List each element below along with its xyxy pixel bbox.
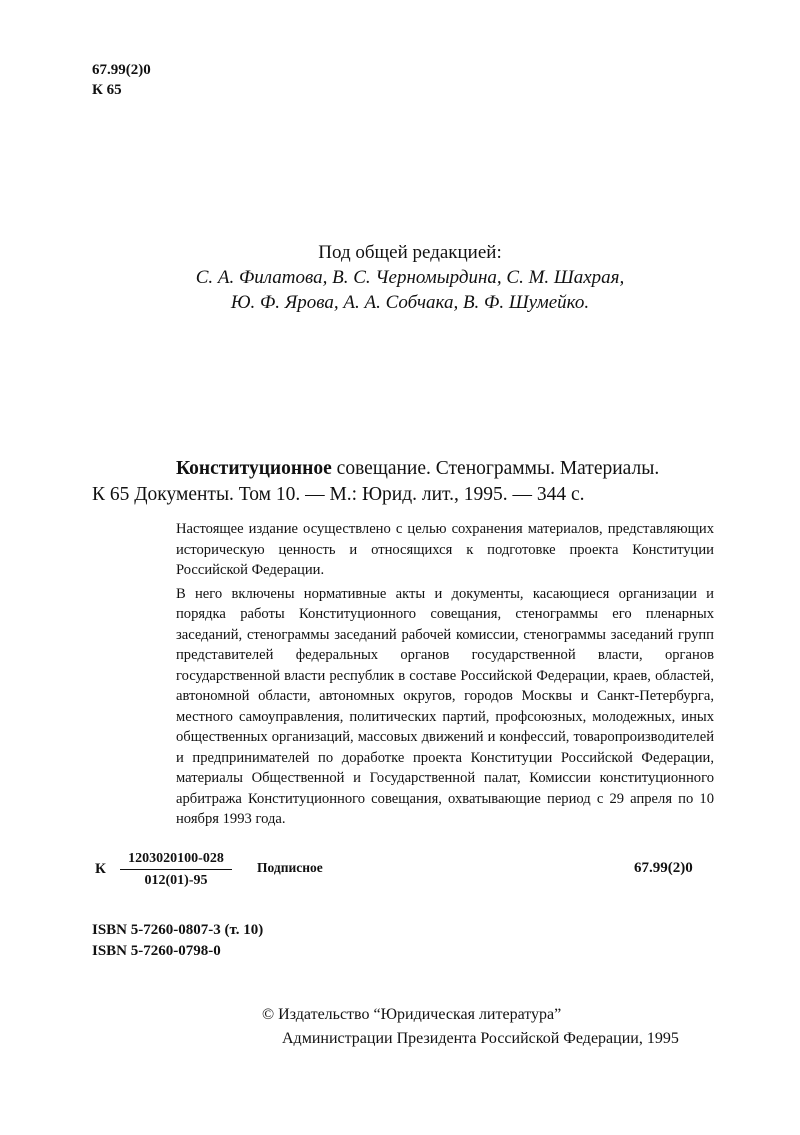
copyright-line-1: © Издательство “Юридическая литература”	[262, 1006, 562, 1023]
imprint-fraction	[120, 850, 232, 890]
copyright-block	[262, 1003, 679, 1051]
imprint-k-letter: К	[95, 861, 106, 877]
editors-line: Ю. Ф. Ярова, А. А. Собчака, В. Ф. Шумейко.	[230, 292, 590, 313]
imprint-numerator: 1203020100-028	[120, 850, 232, 870]
annotation	[176, 519, 714, 830]
imprint-classification-code: 67.99(2)0	[634, 860, 693, 876]
classification-block	[92, 60, 151, 100]
bibliographic-line-1	[92, 456, 732, 482]
bibliographic-line-1-rest: совещание. Стенограммы. Материалы.	[331, 458, 660, 479]
bibliographic-description	[92, 456, 732, 508]
isbn-line: ISBN 5-7260-0798-0	[92, 943, 221, 959]
annotation-paragraph: В него включены нормативные акты и документы, касающиеся организации и порядка работы Конституционного совещания, стенограммы его пленарных заседаний, стенограммы заседаний рабочей комиссии, стенограммы заседаний групп представителей федеральных органов государственной власти, органов государственной власти республик в составе Российской Федерации, краев, областей, автономной области, автономных округов, городов Москвы и Санкт-Петербурга, местного самоуправления, политических партий, профсоюзных, молодежных, иных общественных организаций, массовых движений и конфессий, товаропроизводителей и предпринимателей по доработке проекта Конституции Российской Федерации, материалы Общественной и Государственной палат, Комиссии конституционного арбитража Конституционного совещания, охватывающие период с 29 апреля по 10 ноября 1993 года.	[176, 585, 714, 827]
editors-block	[130, 240, 690, 315]
annotation-paragraph: Настоящее издание осуществлено с целью сохранения материалов, представляющих историческую ценность и относящихся к подготовке проекта Конституции Российской Федерации.	[176, 521, 714, 578]
author-mark: К 65	[92, 82, 122, 98]
book-title-word: Конституционное	[176, 458, 332, 479]
editors-line: С. А. Филатова, В. С. Черномырдина, С. М. Шахрая,	[195, 267, 625, 288]
bibliographic-line-2: К 65 Документы. Том 10. — М.: Юрид. лит., 1995. — 344 с.	[92, 484, 585, 505]
classification-code: 67.99(2)0	[92, 62, 151, 78]
editors-heading: Под общей редакцией:	[318, 242, 502, 263]
imprint-denominator: 012(01)-95	[144, 873, 208, 888]
subscription-label: Подписное	[257, 860, 323, 875]
isbn-block	[92, 920, 263, 962]
copyright-line-2: Администрации Президента Российской Федерации, 1995	[282, 1030, 679, 1047]
isbn-line: ISBN 5-7260-0807-3 (т. 10)	[92, 922, 264, 938]
